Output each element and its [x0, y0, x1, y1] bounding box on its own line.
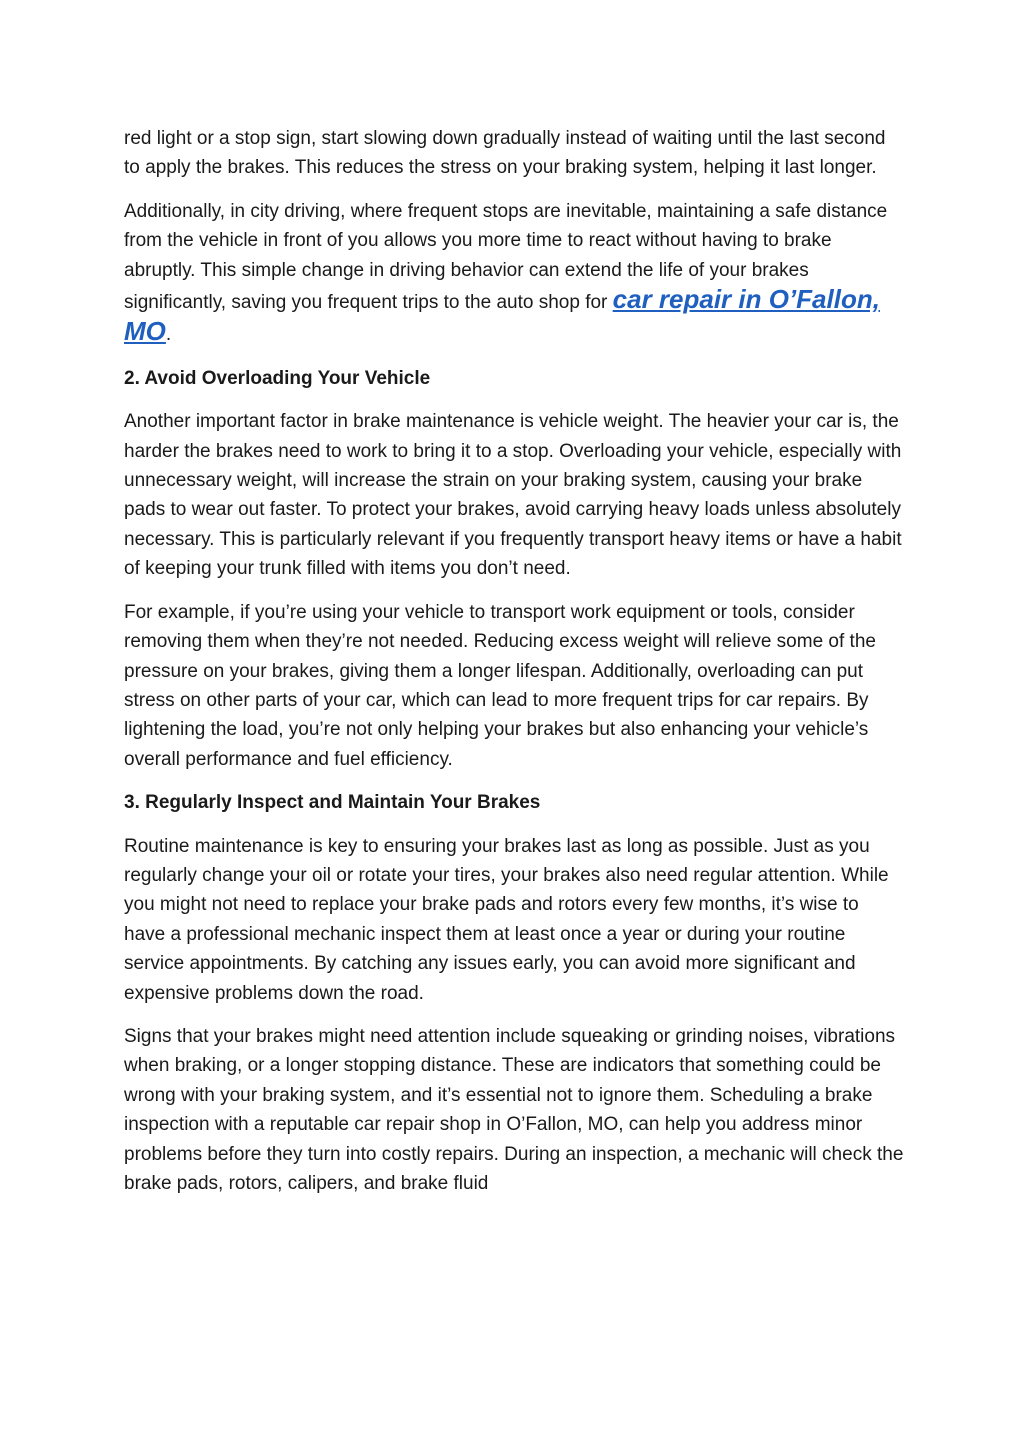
paragraph-vehicle-weight: Another important factor in brake maintenance is vehicle weight. The heavier your car is, the harder the brakes need to work to bring it to a stop. Overloading your vehicle, especially with unnecessary weight, will increase the strain on your braking system, causing your brake pads to wear out faster. To protect your brakes, avoid carrying heavy loads unless absolutely necessary. This is particularly relevant if you frequently transport heavy items or have a habit of keeping your trunk filled with items you don’t need. — [124, 411, 902, 580]
car-repair-link[interactable]: car repair in O’Fallon, MO — [124, 284, 880, 347]
paragraph-braking-gradually: red light or a stop sign, start slowing down gradually instead of waiting until the last second to apply the brakes. This reduces the stress on your braking system, helping it last longer. — [124, 128, 886, 179]
paragraph-example-tools: For example, if you’re using your vehicle to transport work equipment or tools, consider removing them when they’re not needed. Reducing excess weight will relieve some of the pressure on your brakes, giving them a longer lifespan. Additionally, overloading can put stress on other parts of your car, which can lead to more frequent trips for car repairs. By lightening the load, you’re not only helping your brakes but also enhancing your vehicle’s overall performance and fuel efficiency. — [124, 601, 876, 770]
document-page — [124, 124, 904, 1212]
heading-regular-inspection: 3. Regularly Inspect and Maintain Your Brakes — [124, 792, 541, 814]
paragraph-city-driving-text: Additionally, in city driving, where frequent stops are inevitable, maintaining a safe distance from the vehicle in front of you allows you more time to react without having to brake abruptly. This simple change in driving behavior can extend the life of your brakes significantly, saving you frequent trips to the auto shop for — [124, 200, 888, 314]
paragraph-city-driving-end: . — [165, 324, 172, 346]
paragraph-routine-maintenance: Routine maintenance is key to ensuring your brakes last as long as possible. Just as you regularly change your oil or rotate your tires, your brakes also need regular attention. While you might not need to replace your brake pads and rotors every few months, it’s wise to have a professional mechanic inspect them at least once a year or during your routine service appointments. By catching any issues early, you can avoid more significant and expensive problems down the road. — [124, 835, 889, 1004]
paragraph-city-driving — [124, 197, 904, 350]
heading-avoid-overloading: 2. Avoid Overloading Your Vehicle — [124, 367, 431, 389]
paragraph-warning-signs: Signs that your brakes might need attention include squeaking or grinding noises, vibrations when braking, or a longer stopping distance. These are indicators that something could be wrong with your braking system, and it’s essential not to ignore them. Scheduling a brake inspection with a reputable car repair shop in O’Fallon, MO, can help you address minor problems before they turn into costly repairs. During an inspection, a mechanic will check the brake pads, rotors, calipers, and brake fluid — [124, 1025, 904, 1194]
